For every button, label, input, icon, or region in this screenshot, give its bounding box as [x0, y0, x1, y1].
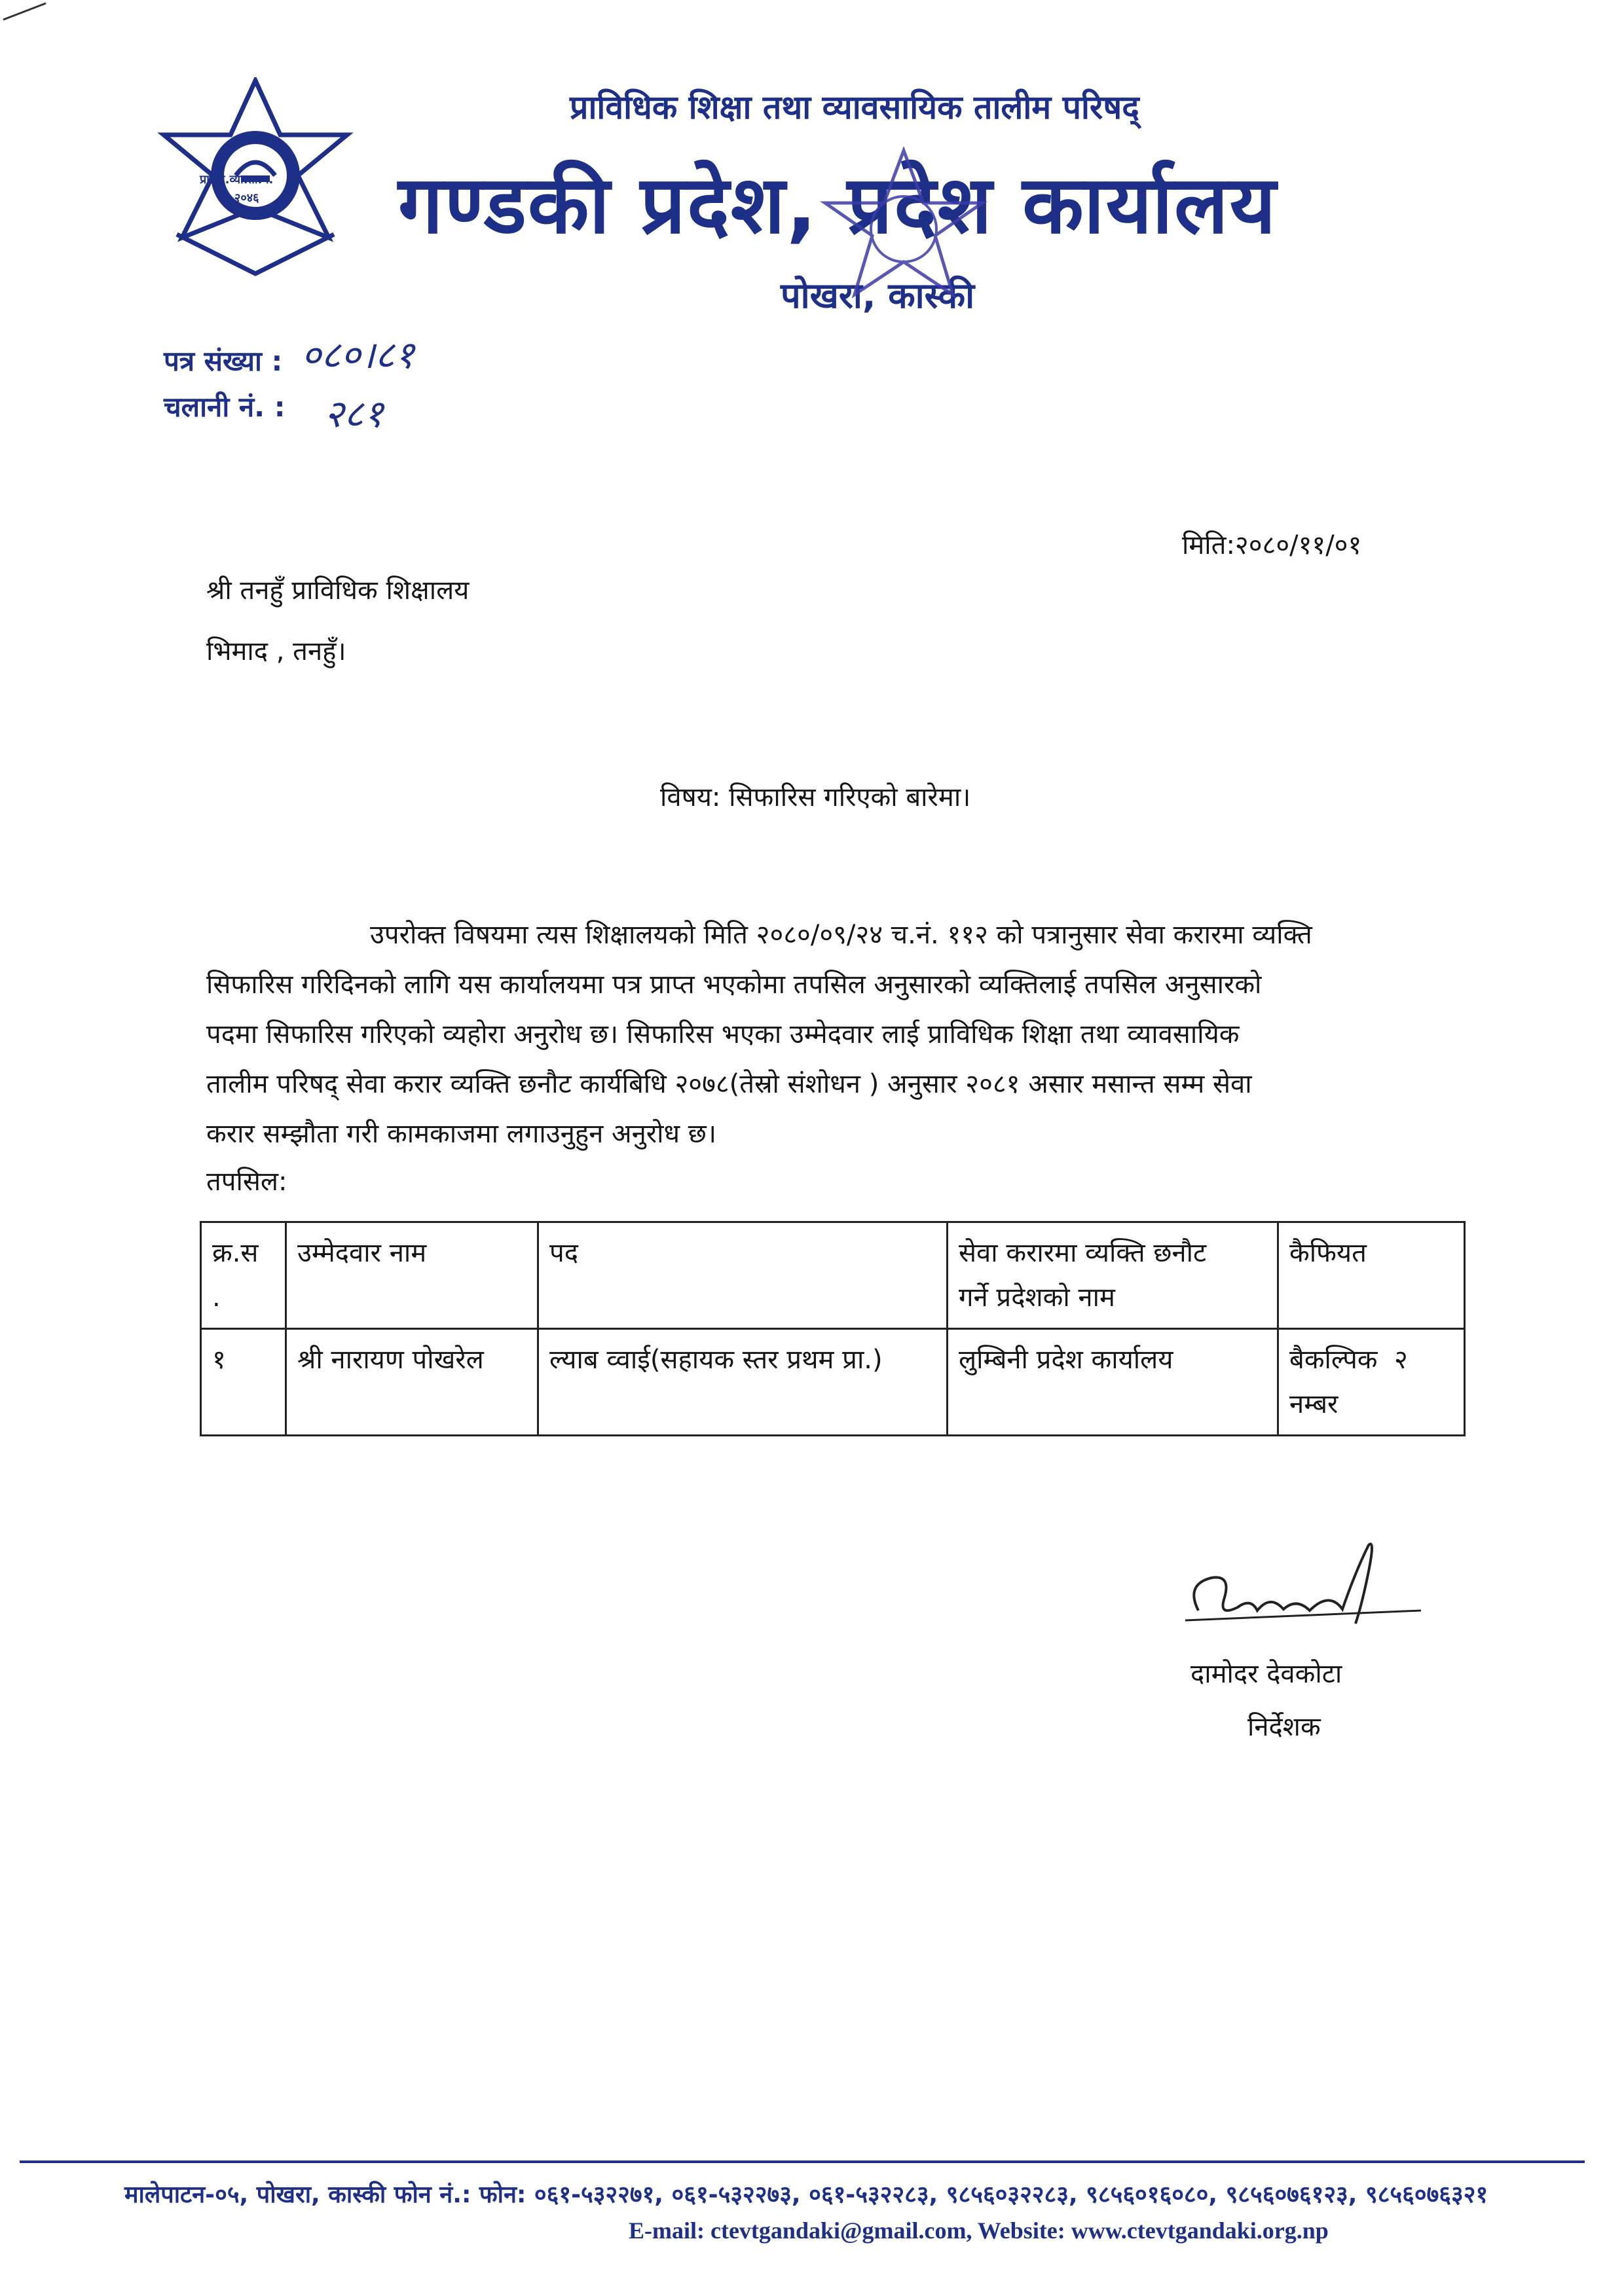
letter-date: मिति:२०८०/११/०१: [1182, 530, 1362, 560]
body-line: सिफारिस गरिदिनको लागि यस कार्यालयमा पत्र प्राप्त भएकोमा तपसिल अनुसारको व्यक्तिलाई तपसिल अनुसारको: [206, 970, 1262, 1000]
dispatch-no-value: २८१: [324, 392, 384, 436]
schedule-label: तपसिल:: [206, 1167, 287, 1197]
emblem-year: २०४६: [234, 191, 259, 205]
header-cell-post: पद: [538, 1222, 948, 1329]
letter-subject: विषय: सिफारिस गरिएको बारेमा।: [660, 782, 971, 812]
remarks-line1: बैकल्पिक २: [1289, 1345, 1408, 1375]
body-line: उपरोक्त विषयमा त्यस शिक्षालयको मिति २०८०/०९/२४ च.नं. ११२ को पत्रानुसार सेवा करारमा व्यक्ति: [370, 920, 1312, 950]
body-line: तालीम परिषद् सेवा करार व्यक्ति छनौट कार्यबिधि २०७८(तेस्रो संशोधन ) अनुसार २०८१ असार मसान्त सम्म सेवा: [206, 1069, 1252, 1099]
handwritten-signature: [1172, 1532, 1447, 1650]
email-link[interactable]: ctevtgandaki@gmail.com,: [710, 2217, 972, 2244]
signatory-title: निर्देशक: [1247, 1712, 1321, 1742]
office-location: पोखरा, कास्की: [781, 275, 975, 316]
website-label: Website:: [977, 2217, 1065, 2244]
emblem-text: प्रा.शि.व्या.ता.प.: [200, 173, 274, 187]
footer-contact: [629, 2217, 1329, 2244]
recipient-name: श्री तनहुँ प्राविधिक शिक्षालय: [206, 575, 470, 606]
header-cell-remarks: कैफियत: [1278, 1222, 1465, 1329]
cell-post: ल्याब व्वाई(सहायक स्तर प्रथम प्रा.): [538, 1329, 948, 1436]
signatory-name: दामोदर देवकोटा: [1190, 1659, 1342, 1689]
body-line: करार सम्झौता गरी कामकाजमा लगाउनुहुन अनुरोध छ।: [206, 1119, 717, 1149]
header-sn-tail: .: [212, 1283, 221, 1313]
cell-candidate: श्री नारायण पोखरेल: [286, 1329, 538, 1436]
cell-remarks: [1278, 1329, 1465, 1436]
table-header-row: [201, 1222, 1465, 1329]
council-name: प्राविधिक शिक्षा तथा व्यावसायिक तालीम परिषद्: [570, 88, 1139, 126]
table-row: [201, 1329, 1465, 1436]
remarks-line2: नम्बर: [1289, 1389, 1338, 1419]
header-cell-candidate: उम्मेदवार नाम: [286, 1222, 538, 1329]
header-province-line2: गर्ने प्रदेशको नाम: [959, 1283, 1115, 1313]
header-sn-text: क्र.स: [212, 1238, 259, 1268]
body-line: पदमा सिफारिस गरिएको व्यहोरा अनुरोध छ। सिफारिस भएका उम्मेदवार लाई प्राविधिक शिक्षा तथा व्यावसायिक: [206, 1019, 1240, 1049]
recipient-address: भिमाद , तनहुँ।: [206, 636, 346, 666]
footer-address: मालेपाटन-०५, पोखरा, कास्की फोन नं.: फोन: ०६१-५३२२७१, ०६१-५३२२७३, ०६१-५३२२८३, ९८५६०३२२८३, ९८५६०१६०८०, ९८५६०७६१२३, ९८५६०७६३२१: [124, 2181, 1488, 2208]
email-label: E-mail:: [629, 2217, 705, 2244]
website-link[interactable]: www.ctevtgandaki.org.np: [1071, 2217, 1329, 2244]
office-name: गण्डकी प्रदेश, प्रदेश कार्यालय: [398, 158, 1278, 251]
recommendation-table: [200, 1221, 1466, 1436]
cell-province: लुम्बिनी प्रदेश कार्यालय: [948, 1329, 1278, 1436]
header-cell-province: [948, 1222, 1278, 1329]
letter-no-label: पत्र संख्या :: [164, 345, 283, 377]
dispatch-no-label: चलानी नं. :: [164, 391, 286, 423]
letter-no-value: ०८०।८१: [301, 333, 415, 377]
office-stamp: [812, 144, 995, 327]
pen-mark: [0, 0, 52, 26]
header-cell-sn: [201, 1222, 286, 1329]
body-paragraph: [206, 910, 1464, 1159]
footer-divider: [20, 2160, 1585, 2163]
cell-sn: १: [201, 1329, 286, 1436]
header-province-line1: सेवा करारमा व्यक्ति छनौट: [959, 1238, 1207, 1268]
